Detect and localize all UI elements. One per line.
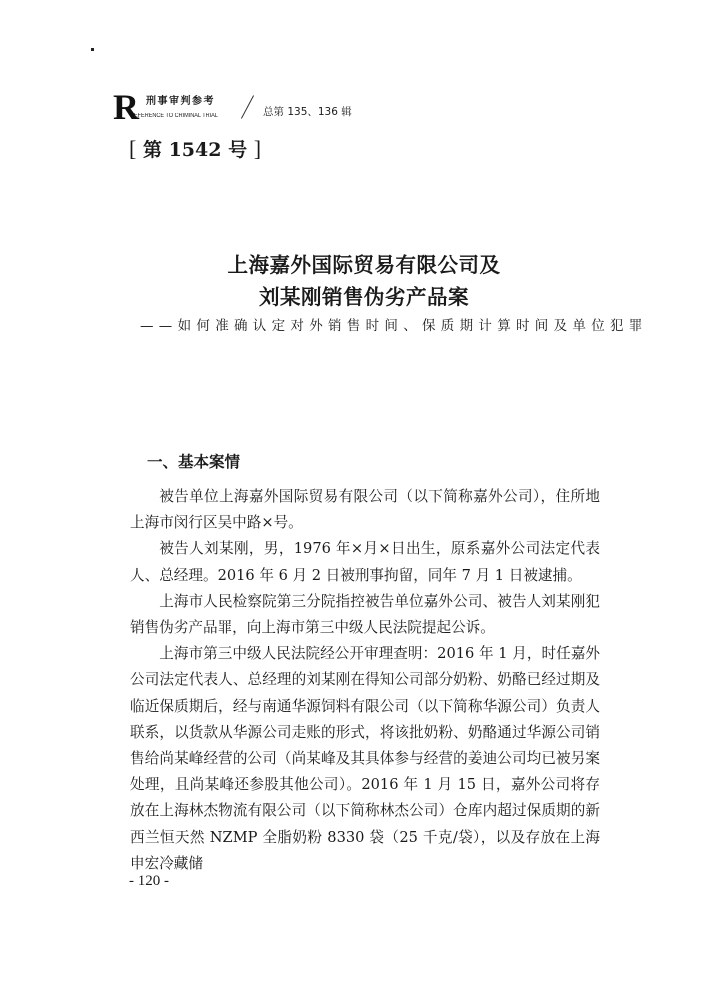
paragraph: 被告单位上海嘉外国际贸易有限公司（以下简称嘉外公司），住所地上海市闵行区吴中路×号。 — [130, 488, 600, 532]
journal-header — [113, 87, 413, 127]
paragraph: 被告人刘某刚，男，1976 年×月×日出生，原系嘉外公司法定代表人、总经理。2016 年 6 月 2 日被刑事拘留，同年 7 月 1 日被逮捕。 — [130, 540, 600, 584]
case-number-text: 第 1542 号 — [142, 139, 248, 161]
case-title-line2: 刘某刚销售伪劣产品案 — [259, 285, 469, 309]
paragraph: 上海市第三中级人民法院经公开审理查明：2016 年 1 月，时任嘉外公司法定代表人、总经理的刘某刚在得知公司部分奶粉、奶酪已经过期及临近保质期后，经与南通华源饲料有限公司（以下简称华源公司）负责人联系，以货款从华源公司走账的形式，将该批奶粉、奶酪通过华源公司销售给尚某峰经营的公司（尚某峰及其具体参与经营的姜迪公司均已被另案处理，且尚某峰还参股其他公司）。2016 年 1 月 15 日，嘉外公司将存放在上海林杰物流有限公司（以下简称林杰公司）仓库内超过保质期的新西兰恒天然 NZMP 全脂奶粉 8330 袋（25 千克/袋），以及存放在上海申宏冷藏储 — [130, 645, 600, 872]
issue-number: 总第 135、136 辑 — [263, 106, 352, 118]
case-number — [129, 136, 261, 163]
journal-title-cn: 刑事审判参考 — [146, 96, 215, 107]
case-title-line1: 上海嘉外国际贸易有限公司及 — [227, 253, 501, 277]
paragraph: 上海市人民检察院第三分院指控被告单位嘉外公司、被告人刘某刚犯销售伪劣产品罪，向上海市第三中级人民法院提起公诉。 — [130, 592, 600, 637]
header-divider-slash — [241, 95, 254, 118]
body-text — [130, 484, 600, 877]
scan-speck — [91, 48, 94, 51]
journal-logo-letter: R — [113, 87, 139, 127]
page-number: - 120 - — [129, 873, 169, 889]
bracket-open: [ — [129, 136, 137, 161]
case-subtitle: ——如何准确认定对外销售时间、保质期计算时间及单位犯罪 — [140, 318, 648, 334]
journal-title-en: EFERENCE TO CRIMINAL TRIAL — [134, 113, 218, 119]
section-heading: 一、基本案情 — [147, 453, 241, 471]
bracket-close: ] — [253, 136, 262, 161]
